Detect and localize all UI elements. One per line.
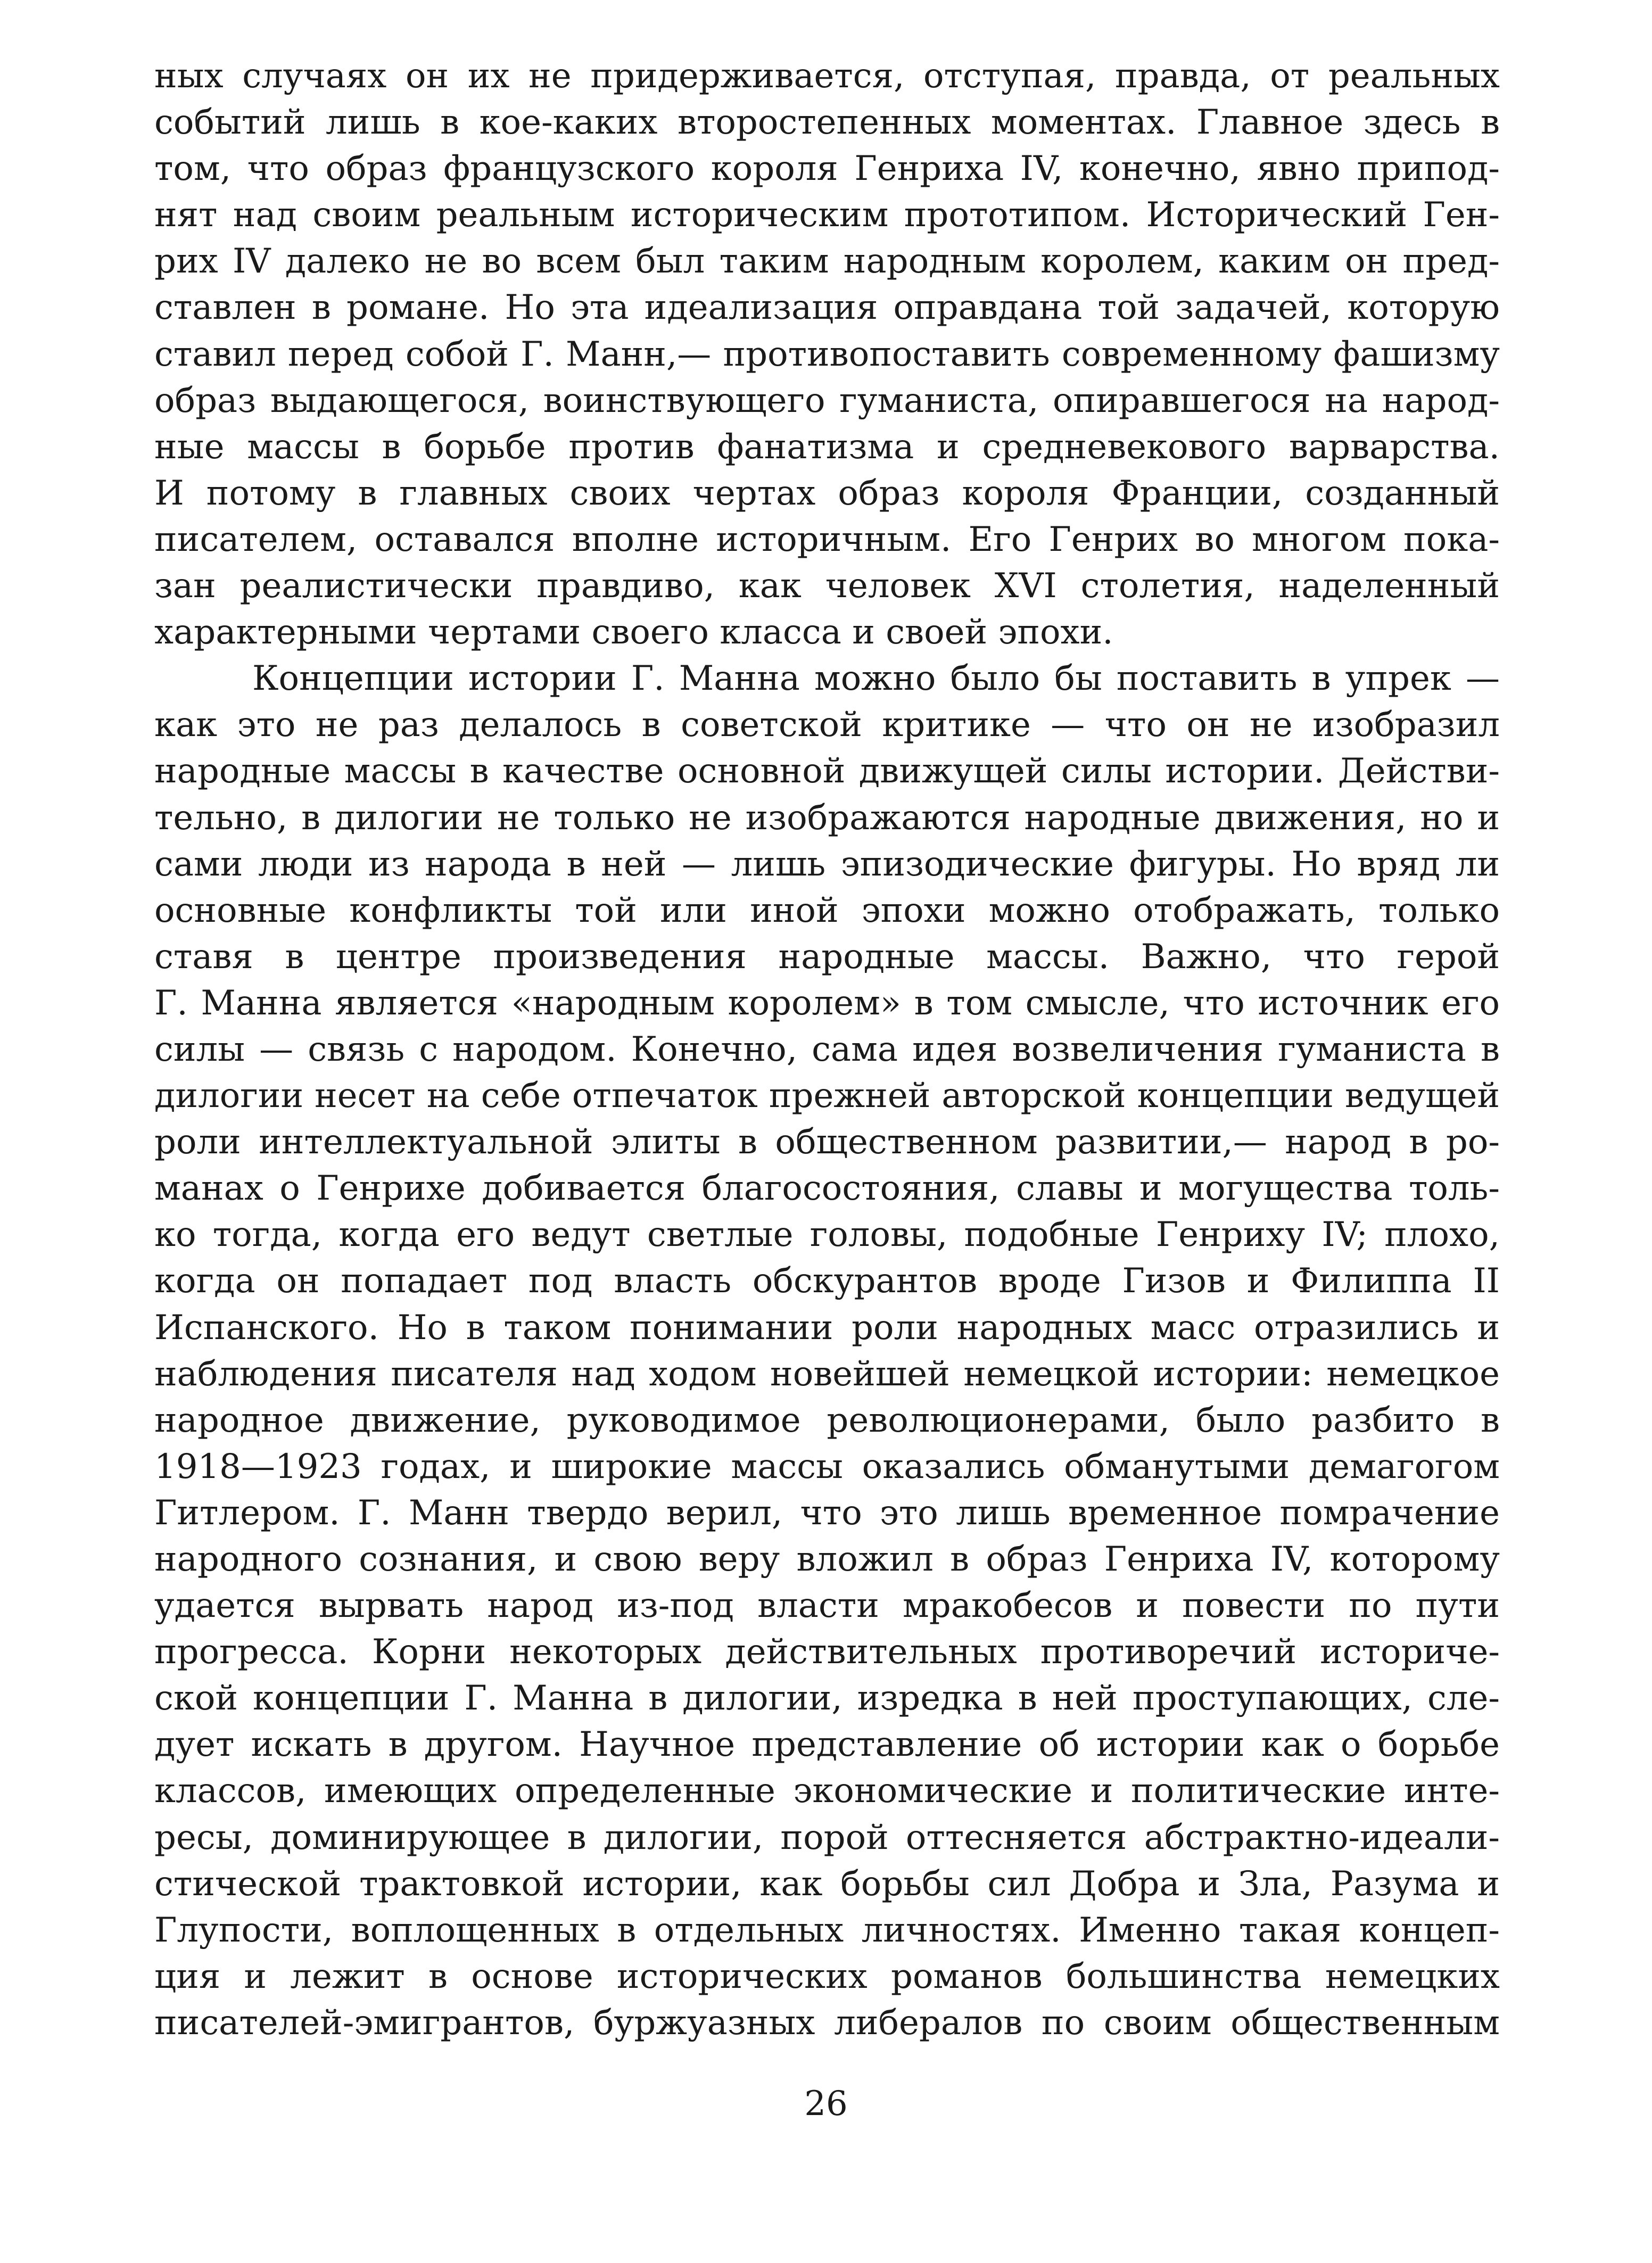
text-line: 1918—1923 годах, и широкие массы оказались обманутыми демагогом [154,1447,1500,1486]
body-text [154,53,1500,2046]
text-line: Глупости, воплощенных в отдельных личностях. Именно такая концеп- [154,1910,1500,1950]
text-line: когда он попадает под власть обскурантов вроде Гизов и Филиппа II [154,1261,1500,1301]
text-line: стической трактовкой истории, как борьбы сил Добра и Зла, Разума и [154,1864,1500,1904]
paragraph-first-line: Концепции истории Г. Манна можно было бы поставить в упрек — [252,659,1500,699]
text-line: ставлен в романе. Но эта идеализация оправдана той задачей, которую [154,288,1500,328]
text-line: И потому в главных своих чертах образ короля Франции, созданный [154,473,1500,513]
text-line: образ выдающегося, воинствующего гуманиста, опиравшегося на народ- [154,381,1500,420]
text-line: дует искать в другом. Научное представление об истории как о борьбе [154,1725,1500,1765]
text-line: народные массы в качестве основной движущей силы истории. Действи- [154,751,1500,791]
paragraph-end-line: характерными чертами своего класса и своей эпохи. [154,613,1113,653]
text-line: зан реалистически правдиво, как человек XVI столетия, наделенный [154,566,1500,606]
text-line: нят над своим реальным историческим прототипом. Исторический Ген- [154,195,1500,235]
text-line: событий лишь в кое-каких второстепенных моментах. Главное здесь в [154,103,1500,143]
text-line: манах о Генрихе добивается благосостояния, славы и могущества толь- [154,1169,1500,1209]
page-number: 26 [804,2084,848,2124]
text-line: ставя в центре произведения народные массы. Важно, что герой [154,937,1500,977]
text-line: ресы, доминирующее в дилогии, порой оттесняется абстрактно-идеали- [154,1818,1500,1857]
text-line: Гитлером. Г. Манн твердо верил, что это лишь временное помрачение [154,1493,1500,1533]
text-line: основные конфликты той или иной эпохи можно отображать, только [154,890,1500,930]
text-line: ные массы в борьбе против фанатизма и средневекового варварства. [154,427,1500,467]
text-line: удается вырвать народ из-под власти мракобесов и повести по пути [154,1586,1500,1626]
text-line: роли интеллектуальной элиты в общественном развитии,— народ в ро- [154,1122,1500,1162]
text-line: том, что образ французского короля Генриха IV, конечно, явно припод- [154,149,1500,189]
text-line: ставил перед собой Г. Манн,— противопоставить современному фашизму [154,334,1500,374]
text-line: писателем, оставался вполне историчным. Его Генрих во многом пока- [154,519,1500,559]
text-line: ных случаях он их не придерживается, отступая, правда, от реальных [154,56,1500,96]
text-line: классов, имеющих определенные экономические и политические инте- [154,1771,1500,1811]
text-line: Г. Манна является «народным королем» в том смысле, что источник его [154,983,1500,1023]
text-line: народное движение, руководимое революционерами, было разбито в [154,1400,1500,1440]
text-line: наблюдения писателя над ходом новейшей немецкой истории: немецкое [154,1354,1500,1394]
text-line: ция и лежит в основе исторических романов большинства немецких [154,1956,1500,1996]
text-line: тельно, в дилогии не только не изображаются народные движения, но и [154,798,1500,838]
text-line: рих IV далеко не во всем был таким народным королем, каким он пред- [154,242,1500,282]
text-line: сами люди из народа в ней — лишь эпизодические фигуры. Но вряд ли [154,844,1500,884]
text-line: прогресса. Корни некоторых действительных противоречий историче- [154,1632,1500,1672]
text-line: народного сознания, и свою веру вложил в образ Генриха IV, которому [154,1540,1500,1579]
text-line: ской концепции Г. Манна в дилогии, изредка в ней проступающих, сле- [154,1679,1500,1719]
text-line: силы — связь с народом. Конечно, сама идея возвеличения гуманиста в [154,1029,1500,1069]
text-line: писателей-эмигрантов, буржуазных либералов по своим общественным [154,2003,1500,2043]
text-line: как это не раз делалось в советской критике — что он не изобразил [154,705,1500,745]
text-line: ко тогда, когда его ведут светлые головы, подобные Генриху IV; плохо, [154,1215,1500,1255]
text-line: дилогии несет на себе отпечаток прежней авторской концепции ведущей [154,1076,1500,1116]
text-line: Испанского. Но в таком понимании роли народных масс отразились и [154,1308,1500,1348]
